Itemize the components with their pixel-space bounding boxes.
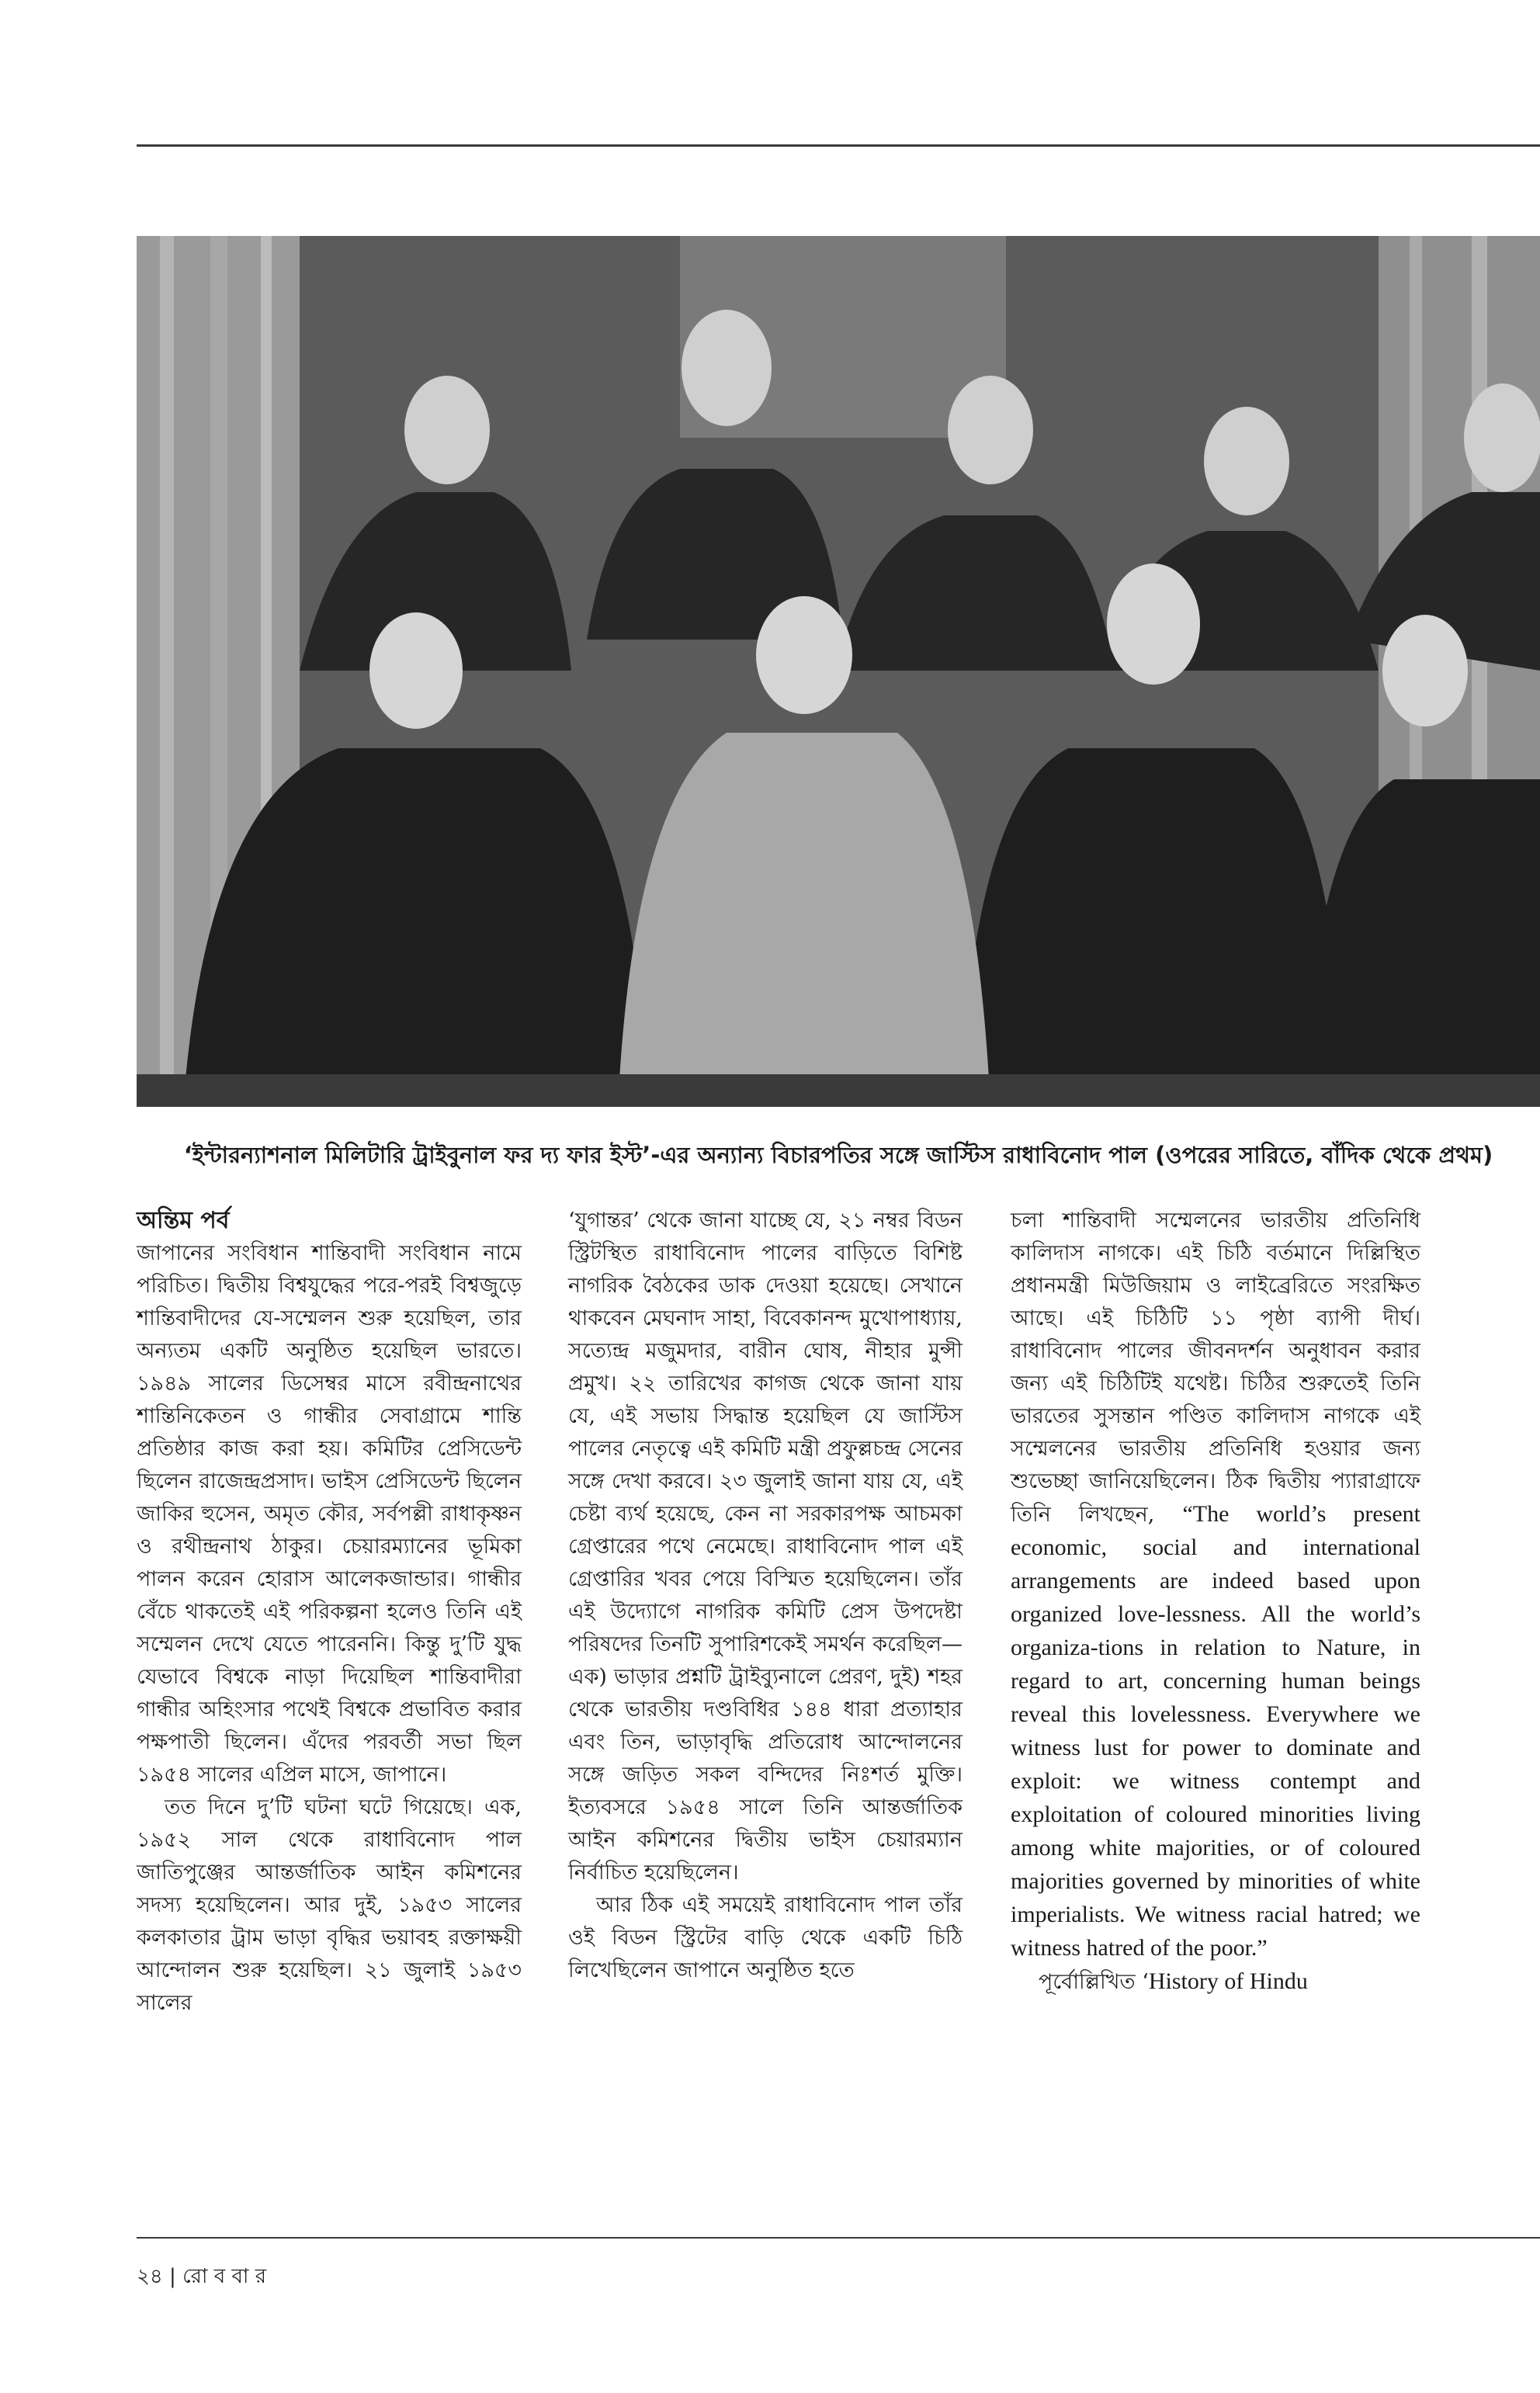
column-3: [1011, 1205, 1420, 1999]
column-2: [568, 1205, 962, 1987]
paragraph: আর ঠিক এই সময়েই রাধাবিনোদ পাল তাঁর ওই বিডন স্ট্রিটের বাড়ি থেকে একটি চিঠি লিখেছিলেন জাপানে অনুষ্ঠিত হতে: [568, 1893, 962, 1982]
paragraph: ‘যুগান্তর’ থেকে জানা যাচ্ছে যে, ২১ নম্বর বিডন স্ট্রিটস্থিত রাধাবিনোদ পালের বাড়িতে বিশিষ্ট নাগরিক বৈঠকের ডাক দেওয়া হয়েছে। সেখানে থাকবেন মেঘনাদ সাহা, বিবেকানন্দ মুখোপাধ্যায়, সত্যেন্দ্র মজুমদার, বারীন ঘোষ, নীহার মুন্সী প্রমুখ। ২২ তারিখের কাগজ থেকে জানা যায় যে, এই সভায় সিদ্ধান্ত হয়েছিল যে জাস্টিস পালের নেতৃত্বে এই কমিটি মন্ত্রী প্রফুল্লচন্দ্র সেনের সঙ্গে দেখা করবে। ২৩ জুলাই জানা যায় যে, এই চেষ্টা ব্যর্থ হয়েছে, কেন না সরকারপক্ষ আচমকা গ্রেপ্তারের পথে নেমেছে। রাধাবিনোদ পাল এই গ্রেপ্তারির খবর পেয়ে বিস্মিত হয়েছিলেন। তাঁর এই উদ্যোগে নাগরিক কমিটি প্রেস উপদেষ্টা পরিষদের তিনটি সুপারিশকেই সমর্থন করেছিল— এক) ভাড়ার প্রশ্নটি ট্রাইব্যুনালে প্রেরণ, দুই) শহর থেকে ভারতীয় দণ্ডবিধির ১৪৪ ধারা প্রত্যাহার এবং তিন, ভাড়াবৃদ্ধি প্রতিরোধ আন্দোলনের সঙ্গে জড়িত সকল বন্দিদের নিঃশর্ত মুক্তি। ইত্যবসরে ১৯৫৪ সালে তিনি আন্তর্জাতিক আইন কমিশনের দ্বিতীয় ভাইস চেয়ারম্যান নির্বাচিত হয়েছিলেন।: [568, 1209, 962, 1885]
paragraph-bengali: পূর্বোল্লিখিত ‘: [1039, 1970, 1149, 1994]
top-rule: [137, 144, 1540, 147]
paragraph: জাপানের সংবিধান শান্তিবাদী সংবিধান নামে পরিচিত। দ্বিতীয় বিশ্বযুদ্ধের পরে-পরই বিশ্বজুড়ে শান্তিবাদীদের যে-সম্মেলন শুরু হয়েছিল, তার অন্যতম একটি অনুষ্ঠিত হয়েছিল ভারতে। ১৯৪৯ সালের ডিসেম্বর মাসে রবীন্দ্রনাথের শান্তিনিকেতন ও গান্ধীর সেবাগ্রামে শান্তি প্রতিষ্ঠার কাজ করা হয়। কমিটির প্রেসিডেন্ট ছিলেন রাজেন্দ্রপ্রসাদ। ভাইস প্রেসিডেন্ট ছিলেন জাকির হুসেন, অমৃত কৌর, সর্বপল্লী রাধাকৃষ্ণন ও রথীন্দ্রনাথ ঠাকুর। চেয়ারম্যানের ভূমিকা পালন করেন হোরাস আলেকজান্ডার। গান্ধীর বেঁচে থাকতেই এই পরিকল্পনা হলেও তিনি এই সম্মেলন দেখে যেতে পারেননি। কিন্তু দু’টি যুদ্ধ যেভাবে বিশ্বকে নাড়া দিয়েছিল শান্তিবাদীরা গান্ধীর অহিংসার পথেই বিশ্বকে প্রভাবিত করার পক্ষপাতী ছিলেন। এঁদের পরবর্তী সভা ছিল ১৯৫৪ সালের এপ্রিল মাসে, জাপানে।: [137, 1241, 522, 1787]
column-1: [137, 1205, 522, 2020]
bottom-rule: [137, 2237, 1540, 2239]
photo-caption: ‘ইন্টারন্যাশনাল মিলিটারি ট্রাইবুনাল ফর দ্য ফার ইস্ট’-এর অন্যান্য বিচারপতির সঙ্গে জাস্টিস রাধাবিনোদ পাল (ওপরের সারিতে, বাঁদিক থেকে প্রথম): [183, 1142, 1493, 1168]
page-footer: ২৪ | রো ব বা র: [137, 2265, 267, 2288]
paragraph-bengali: চলা শান্তিবাদী সম্মেলনের ভারতীয় প্রতিনিধি কালিদাস নাগকে। এই চিঠি বর্তমানে দিল্লিস্থিত প্রধানমন্ত্রী মিউজিয়াম ও লাইব্রেরিতে সংরক্ষিত আছে। এই চিঠিটি ১১ পৃষ্ঠা ব্যাপী দীর্ঘ। রাধাবিনোদ পালের জীবনদর্শন অনুধাবন করার জন্য এই চিঠিটিই যথেষ্ট। চিঠির শুরুতেই তিনি ভারতের সুসন্তান পণ্ডিত কালিদাস নাগকে এই সম্মেলনের ভারতীয় প্রতিনিধি হওয়ার জন্য শুভেচ্ছা জানিয়েছিলেন। ঠিক দ্বিতীয় প্যারাগ্রাফে তিনি লিখছেন,: [1011, 1209, 1420, 1527]
english-quote: “The world’s present economic, social and international arrangements are indeed based upon organized love-lessness. All the world’s organiza-tions in relation to Nature, in regard to art, concerning human beings reveal this lovelessness. Everywhere we witness lust for power to dominate and exploit: we witness contempt and exploitation of coloured minorities living among white majorities, or of coloured majorities governed by minorities of white imperialists. We witness racial hatred; we witness hatred of the poor.”: [1011, 1501, 1421, 1961]
paragraph: [1011, 1965, 1420, 1999]
section-heading: অন্তিম পর্ব: [137, 1207, 230, 1234]
english-title: History of Hindu: [1148, 1968, 1308, 1994]
group-photo: [137, 236, 1540, 1107]
paragraph: [1011, 1205, 1420, 1965]
paragraph: তত দিনে দু’টি ঘটনা ঘটে গিয়েছে। এক, ১৯৫২ সাল থেকে রাধাবিনোদ পাল জাতিপুঞ্জের আন্তর্জাতিক আইন কমিশনের সদস্য হয়েছিলেন। আর দুই, ১৯৫৩ সালের কলকাতার ট্রাম ভাড়া বৃদ্ধির ভয়াবহ রক্তাক্ষয়ী আন্দোলন শুরু হয়েছিল। ২১ জুলাই ১৯৫৩ সালের: [137, 1795, 522, 2015]
